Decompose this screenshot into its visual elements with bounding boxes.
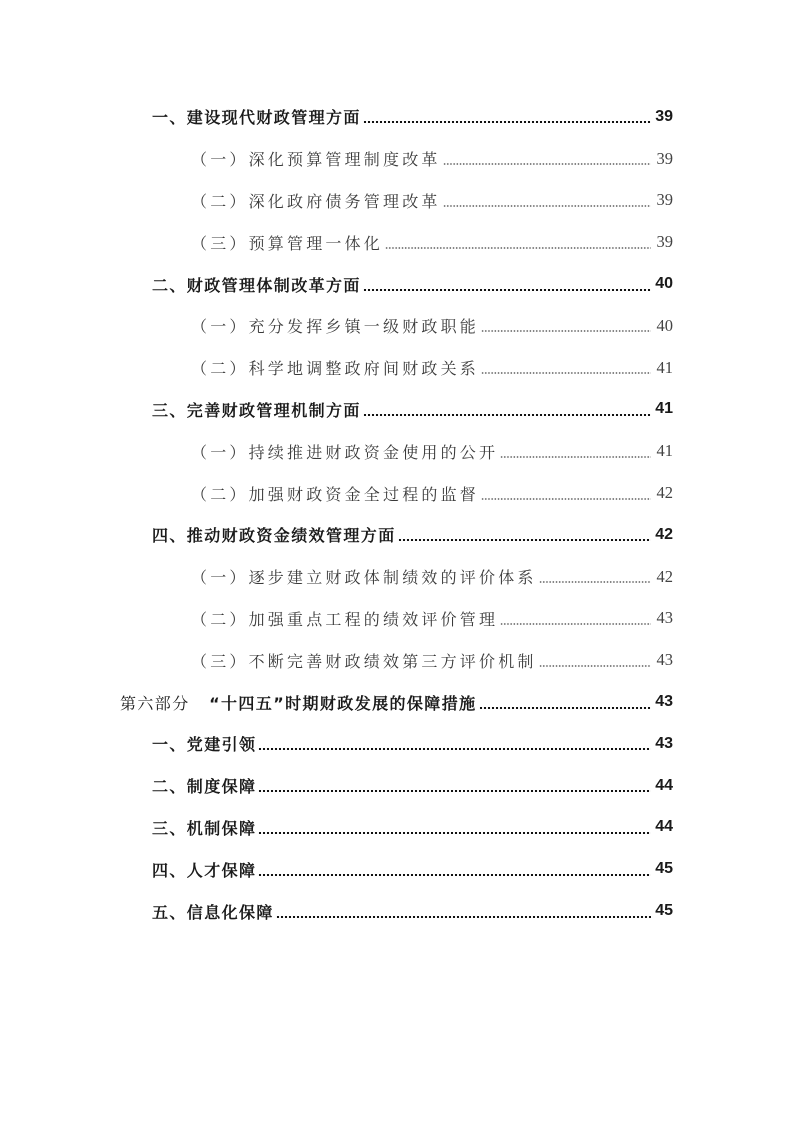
toc-entry-page: 42 (656, 566, 673, 586)
toc-entry[interactable] (0, 389, 793, 431)
toc-entry-title: 三、完善财政管理机制方面 (152, 400, 361, 420)
toc-entry[interactable] (0, 138, 793, 180)
toc-entry[interactable] (0, 807, 793, 849)
toc-entry[interactable] (0, 765, 793, 807)
dot-leader (500, 456, 651, 458)
toc-part-title (120, 691, 477, 714)
toc-entry-page: 44 (655, 818, 673, 836)
toc-entry-page: 39 (656, 190, 673, 210)
toc-entry-page: 45 (655, 860, 673, 878)
toc-entry-title: （二）加强重点工程的绩效评价管理 (191, 609, 499, 629)
toc-entry[interactable] (0, 347, 793, 389)
toc-entry-title: （一）深化预算管理制度改革 (191, 150, 441, 170)
toc-entry-page: 39 (655, 107, 673, 125)
toc-entry-page: 43 (656, 650, 673, 670)
toc-entry-page: 41 (655, 400, 673, 418)
toc-entry-title: （三）不断完善财政绩效第三方评价机制 (191, 651, 537, 671)
toc-entry-title: （二）科学地调整政府间财政关系 (191, 359, 480, 379)
toc-entry-page: 40 (655, 275, 673, 293)
toc-part-heading: “十四五”时期财政发展的保障措施 (209, 693, 477, 713)
toc-entry-title: （一）持续推进财政资金使用的公开 (191, 442, 499, 462)
dot-leader (363, 289, 651, 291)
dot-leader (385, 247, 651, 249)
dot-leader (258, 832, 651, 834)
toc-entry[interactable] (0, 221, 793, 263)
toc-entry-page: 39 (656, 232, 673, 252)
dot-leader (539, 665, 651, 667)
toc-entry[interactable] (0, 890, 793, 932)
toc-entry[interactable] (0, 430, 793, 472)
dot-leader (258, 790, 651, 792)
toc-entry-page: 43 (655, 734, 673, 752)
toc-entry-page: 42 (655, 525, 673, 543)
toc-entry-title: （一）充分发挥乡镇一级财政职能 (191, 317, 480, 337)
toc-entry-title: 一、建设现代财政管理方面 (152, 108, 361, 128)
toc-entry-title: （二）深化政府债务管理改革 (191, 191, 441, 211)
toc-entry[interactable] (0, 96, 793, 138)
dot-leader (479, 707, 651, 709)
toc-entry-title: 二、制度保障 (152, 777, 257, 797)
dot-leader (481, 372, 651, 374)
toc-entry[interactable] (0, 472, 793, 514)
toc-entry[interactable] (0, 305, 793, 347)
toc-entry-page: 41 (656, 441, 673, 461)
toc-entry[interactable] (0, 639, 793, 681)
toc-entry-title: 四、人才保障 (152, 860, 257, 880)
dot-leader (363, 414, 651, 416)
dot-leader (481, 498, 651, 500)
dot-leader (443, 205, 651, 207)
toc-entry-title: 三、机制保障 (152, 818, 257, 838)
toc-entry-title: 一、党建引领 (152, 735, 257, 755)
dot-leader (398, 539, 651, 541)
toc-part-entry[interactable] (0, 681, 793, 723)
toc-entry[interactable] (0, 598, 793, 640)
dot-leader (276, 916, 651, 918)
toc-entry[interactable] (0, 180, 793, 222)
toc-entry-page: 40 (656, 315, 673, 335)
toc-entry-title: 五、信息化保障 (152, 902, 274, 922)
toc-entry-title: （二）加强财政资金全过程的监督 (191, 484, 480, 504)
toc-entry-page: 42 (656, 483, 673, 503)
toc-entry-page: 43 (656, 608, 673, 628)
dot-leader (443, 163, 651, 165)
toc-entry[interactable] (0, 556, 793, 598)
dot-leader (481, 330, 651, 332)
dot-leader (363, 121, 651, 123)
dot-leader (258, 748, 651, 750)
dot-leader (500, 623, 651, 625)
toc-part-label: 第六部分 (120, 693, 190, 713)
table-of-contents (0, 96, 793, 932)
toc-entry-page: 41 (656, 357, 673, 377)
toc-entry-title: （三）预算管理一体化 (191, 233, 384, 253)
dot-leader (258, 874, 651, 876)
toc-entry-page: 45 (655, 902, 673, 920)
toc-entry[interactable] (0, 723, 793, 765)
toc-entry-title: 四、推动财政资金绩效管理方面 (152, 526, 396, 546)
toc-entry[interactable] (0, 263, 793, 305)
toc-entry-title: （一）逐步建立财政体制绩效的评价体系 (191, 568, 537, 588)
toc-entry[interactable] (0, 848, 793, 890)
toc-entry-page: 43 (655, 693, 673, 711)
toc-entry-title: 二、财政管理体制改革方面 (152, 275, 361, 295)
toc-entry-page: 39 (656, 148, 673, 168)
dot-leader (539, 581, 651, 583)
toc-entry[interactable] (0, 514, 793, 556)
toc-entry-page: 44 (655, 776, 673, 794)
